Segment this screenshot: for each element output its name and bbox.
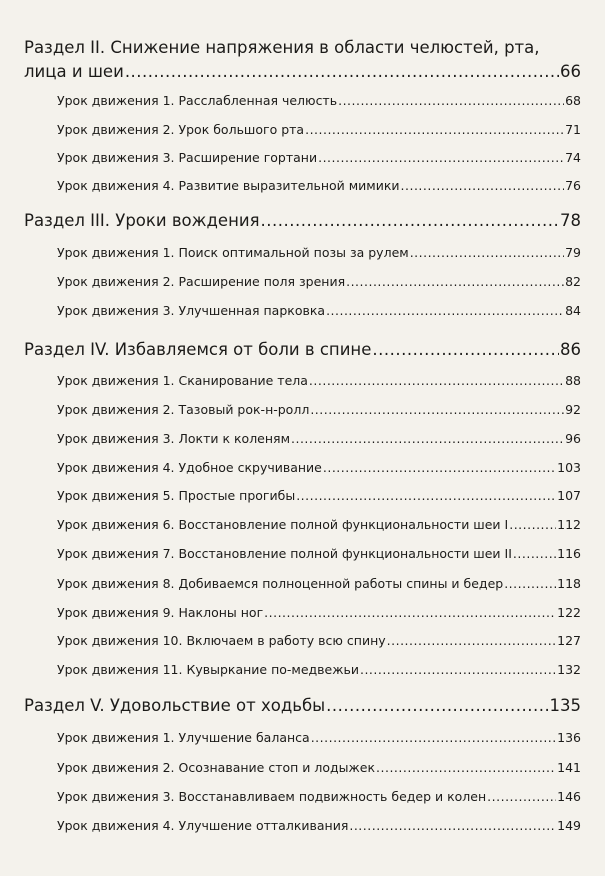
lesson-entry — [57, 431, 581, 446]
dot-leader — [261, 211, 559, 230]
dot-leader — [318, 150, 564, 165]
lesson-title: Урок движения 1. Улучшение баланса — [57, 730, 310, 745]
dot-leader — [310, 402, 564, 417]
section-heading — [24, 696, 581, 715]
dot-leader — [346, 274, 564, 289]
page-number: 107 — [557, 488, 581, 503]
page-number: 79 — [565, 245, 581, 260]
lesson-title: Урок движения 7. Восстановление полной функциональности шеи II — [57, 546, 512, 561]
lesson-title: Урок движения 8. Добиваемся полноценной работы спины и бедер — [57, 576, 504, 591]
page-number: 96 — [565, 431, 581, 446]
lesson-entry — [57, 245, 581, 260]
lesson-title: Урок движения 3. Локти к коленям — [57, 431, 290, 446]
lesson-entry — [57, 730, 581, 745]
dot-leader — [305, 122, 564, 137]
lesson-title: Урок движения 1. Расслабленная челюсть — [57, 93, 338, 108]
lesson-title: Урок движения 4. Развитие выразительной мимики — [57, 178, 400, 193]
page-number: 74 — [565, 150, 581, 165]
dot-leader — [296, 488, 556, 503]
dot-leader — [309, 373, 564, 388]
page-number: 141 — [557, 760, 581, 775]
lesson-entry — [57, 789, 581, 804]
dot-leader — [509, 517, 556, 532]
page-number: 103 — [557, 460, 581, 475]
page-number: 116 — [557, 546, 581, 561]
section-title: Раздел II. Снижение напряжения в области челюстей, рта, — [24, 38, 540, 57]
section-title: Раздел III. Уроки вождения — [24, 211, 260, 230]
page-number: 149 — [557, 818, 581, 833]
lesson-entry — [57, 303, 581, 318]
page-number: 118 — [557, 576, 581, 591]
page-number: 71 — [565, 122, 581, 137]
page-number: 76 — [565, 178, 581, 193]
dot-leader — [264, 605, 556, 620]
section-heading — [24, 38, 581, 57]
lesson-entry — [57, 760, 581, 775]
dot-leader — [410, 245, 564, 260]
page-number: 86 — [560, 340, 581, 359]
section-title-continued: лица и шеи — [24, 62, 124, 81]
lesson-entry — [57, 93, 581, 108]
dot-leader — [291, 431, 564, 446]
dot-leader — [323, 460, 556, 475]
page-number: 84 — [565, 303, 581, 318]
lesson-entry — [57, 605, 581, 620]
lesson-entry — [57, 122, 581, 137]
lesson-entry — [57, 576, 581, 591]
dot-leader — [338, 93, 564, 108]
page-number: 68 — [565, 93, 581, 108]
lesson-title: Урок движения 3. Улучшенная парковка — [57, 303, 326, 318]
lesson-title: Урок движения 11. Кувыркание по-медвежьи — [57, 662, 359, 677]
page-number: 132 — [557, 662, 581, 677]
lesson-title: Урок движения 2. Тазовый рок-н-ролл — [57, 402, 310, 417]
lesson-title: Урок движения 4. Удобное скручивание — [57, 460, 322, 475]
lesson-entry — [57, 150, 581, 165]
lesson-entry — [57, 517, 581, 532]
page-number: 78 — [560, 211, 581, 230]
lesson-entry — [57, 546, 581, 561]
lesson-title: Урок движения 6. Восстановление полной функциональности шеи I — [57, 517, 509, 532]
lesson-title: Урок движения 2. Осознавание стоп и лодыжек — [57, 760, 376, 775]
page-number: 122 — [557, 605, 581, 620]
page-number: 92 — [565, 402, 581, 417]
lesson-title: Урок движения 3. Расширение гортани — [57, 150, 318, 165]
page-number: 135 — [549, 696, 581, 715]
page-number: 82 — [565, 274, 581, 289]
dot-leader — [513, 546, 556, 561]
dot-leader — [349, 818, 556, 833]
page-number: 146 — [557, 789, 581, 804]
section-heading — [24, 340, 581, 359]
section-title: Раздел V. Удовольствие от ходьбы — [24, 696, 326, 715]
section-heading — [24, 211, 581, 230]
lesson-title: Урок движения 3. Восстанавливаем подвижность бедер и колен — [57, 789, 487, 804]
dot-leader — [504, 576, 556, 591]
section-title: Раздел IV. Избавляемся от боли в спине — [24, 340, 372, 359]
lesson-entry — [57, 460, 581, 475]
dot-leader — [372, 340, 559, 359]
page-number: 136 — [557, 730, 581, 745]
page-number: 66 — [560, 62, 581, 81]
lesson-title: Урок движения 9. Наклоны ног — [57, 605, 264, 620]
lesson-entry — [57, 488, 581, 503]
lesson-entry — [57, 818, 581, 833]
dot-leader — [487, 789, 556, 804]
lesson-title: Урок движения 5. Простые прогибы — [57, 488, 296, 503]
dot-leader — [376, 760, 556, 775]
lesson-entry — [57, 633, 581, 648]
lesson-entry — [57, 662, 581, 677]
lesson-title: Урок движения 4. Улучшение отталкивания — [57, 818, 349, 833]
lesson-entry — [57, 274, 581, 289]
section-heading — [24, 62, 581, 81]
lesson-title: Урок движения 10. Включаем в работу всю спину — [57, 633, 386, 648]
lesson-entry — [57, 373, 581, 388]
dot-leader — [360, 662, 556, 677]
page-number: 88 — [565, 373, 581, 388]
dot-leader — [326, 303, 564, 318]
page-number: 127 — [557, 633, 581, 648]
dot-leader — [311, 730, 556, 745]
dot-leader — [387, 633, 556, 648]
dot-leader — [401, 178, 565, 193]
dot-leader — [125, 62, 559, 81]
page-number: 112 — [557, 517, 581, 532]
lesson-title: Урок движения 1. Поиск оптимальной позы за рулем — [57, 245, 409, 260]
lesson-title: Урок движения 1. Сканирование тела — [57, 373, 308, 388]
lesson-title: Урок движения 2. Урок большого рта — [57, 122, 305, 137]
lesson-entry — [57, 402, 581, 417]
lesson-title: Урок движения 2. Расширение поля зрения — [57, 274, 346, 289]
dot-leader — [326, 696, 548, 715]
lesson-entry — [57, 178, 581, 193]
